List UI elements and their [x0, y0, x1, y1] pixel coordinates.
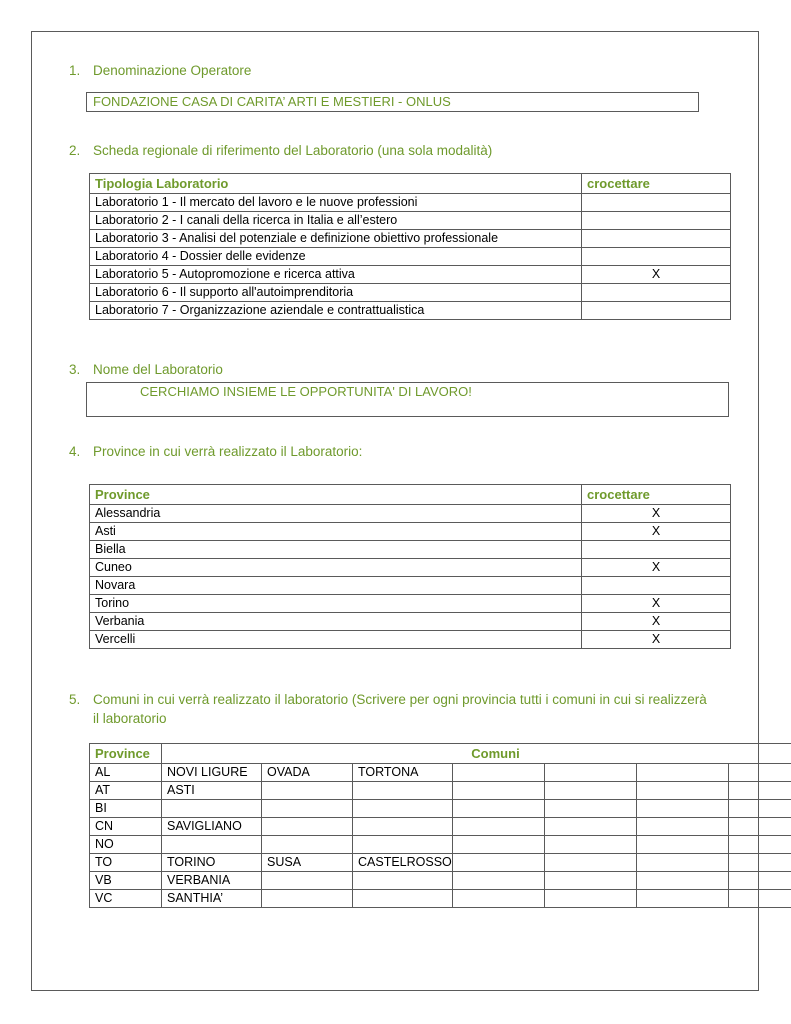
- section-number: 5.: [69, 692, 81, 707]
- section-number: 2.: [69, 143, 81, 158]
- province-cell: Biella: [90, 541, 582, 559]
- comune-cell[interactable]: SAVIGLIANO: [162, 818, 262, 836]
- comune-cell[interactable]: [453, 836, 545, 854]
- table-row: [90, 266, 731, 284]
- comune-cell[interactable]: [637, 818, 729, 836]
- comune-cell[interactable]: [262, 800, 353, 818]
- table-row: [90, 577, 731, 595]
- table-header-row: [90, 485, 731, 505]
- province-code-cell: AL: [90, 764, 162, 782]
- province-cell: Torino: [90, 595, 582, 613]
- table-row: [90, 559, 731, 577]
- checkbox-cell[interactable]: X: [582, 559, 731, 577]
- comune-cell[interactable]: [453, 782, 545, 800]
- checkbox-cell[interactable]: X: [582, 595, 731, 613]
- province-code-cell: AT: [90, 782, 162, 800]
- comune-cell[interactable]: OVADA: [262, 764, 353, 782]
- province-code-cell: TO: [90, 854, 162, 872]
- checkbox-cell[interactable]: [582, 577, 731, 595]
- comune-cell[interactable]: [353, 782, 453, 800]
- comune-cell[interactable]: [162, 800, 262, 818]
- comune-cell[interactable]: SUSA: [262, 854, 353, 872]
- comune-cell[interactable]: [545, 800, 637, 818]
- checkbox-cell[interactable]: [582, 248, 731, 266]
- comune-cell[interactable]: [262, 818, 353, 836]
- checkbox-cell[interactable]: [582, 541, 731, 559]
- comune-cell[interactable]: [162, 836, 262, 854]
- province-cell: Cuneo: [90, 559, 582, 577]
- operator-name-value: FONDAZIONE CASA DI CARITA’ ARTI E MESTIERI - ONLUS: [93, 94, 451, 109]
- checkbox-cell[interactable]: [582, 230, 731, 248]
- section-1-heading: [69, 61, 713, 80]
- table-row: [90, 800, 791, 818]
- section-number: 3.: [69, 362, 81, 377]
- table-row: [90, 872, 791, 890]
- comune-cell[interactable]: [637, 890, 729, 908]
- section-4-heading: [69, 442, 713, 461]
- province-code-cell: NO: [90, 836, 162, 854]
- comune-cell[interactable]: [637, 764, 729, 782]
- comune-cell[interactable]: [637, 872, 729, 890]
- lab-name-cell: Laboratorio 1 - Il mercato del lavoro e le nuove professioni: [90, 194, 582, 212]
- table-row: [90, 302, 731, 320]
- checkbox-cell[interactable]: X: [582, 505, 731, 523]
- lab-name-cell: Laboratorio 4 - Dossier delle evidenze: [90, 248, 582, 266]
- lab-type-table: [89, 173, 731, 320]
- comune-cell[interactable]: [729, 872, 791, 890]
- section-2-heading: [69, 141, 713, 160]
- province-cell: Asti: [90, 523, 582, 541]
- comune-cell[interactable]: [453, 818, 545, 836]
- column-header: Province: [90, 485, 582, 505]
- comune-cell[interactable]: [545, 854, 637, 872]
- checkbox-cell[interactable]: [582, 194, 731, 212]
- section-5-heading: [69, 690, 713, 728]
- comune-cell[interactable]: [453, 872, 545, 890]
- comune-cell[interactable]: [453, 800, 545, 818]
- comune-cell[interactable]: [262, 782, 353, 800]
- table-row: [90, 613, 731, 631]
- comune-cell[interactable]: [729, 782, 791, 800]
- table-header-row: [90, 174, 731, 194]
- section-title: Nome del Laboratorio: [93, 362, 223, 377]
- column-header: Comuni: [162, 744, 791, 764]
- column-header: Province: [90, 744, 162, 764]
- table-row: [90, 248, 731, 266]
- comune-cell[interactable]: [637, 800, 729, 818]
- lab-name-cell: Laboratorio 7 - Organizzazione aziendale e contrattualistica: [90, 302, 582, 320]
- comune-cell[interactable]: [353, 836, 453, 854]
- comune-cell[interactable]: SANTHIA’: [162, 890, 262, 908]
- table-row: [90, 764, 791, 782]
- comune-cell[interactable]: [545, 872, 637, 890]
- province-code-cell: VB: [90, 872, 162, 890]
- comune-cell[interactable]: [545, 818, 637, 836]
- comuni-table: [89, 743, 791, 908]
- table-row: [90, 194, 731, 212]
- comune-cell[interactable]: [637, 854, 729, 872]
- province-cell: Vercelli: [90, 631, 582, 649]
- checkbox-cell[interactable]: [582, 302, 731, 320]
- comune-cell[interactable]: TORTONA: [353, 764, 453, 782]
- table-row: [90, 505, 731, 523]
- province-code-cell: BI: [90, 800, 162, 818]
- checkbox-cell[interactable]: X: [582, 613, 731, 631]
- comune-cell[interactable]: [545, 890, 637, 908]
- comune-cell[interactable]: [353, 800, 453, 818]
- comune-cell[interactable]: TORINO: [162, 854, 262, 872]
- table-row: [90, 818, 791, 836]
- comune-cell[interactable]: [353, 872, 453, 890]
- comune-cell[interactable]: [453, 764, 545, 782]
- column-header: crocettare: [582, 485, 731, 505]
- table-row: [90, 284, 731, 302]
- comune-cell[interactable]: VERBANIA: [162, 872, 262, 890]
- table-row: [90, 890, 791, 908]
- section-number: 1.: [69, 63, 81, 78]
- lab-name-value: CERCHIAMO INSIEME LE OPPORTUNITA' DI LAVORO!: [140, 384, 472, 399]
- comune-cell[interactable]: [545, 764, 637, 782]
- comune-cell[interactable]: [262, 836, 353, 854]
- table-row: [90, 541, 731, 559]
- table-row: [90, 523, 731, 541]
- comune-cell[interactable]: [637, 782, 729, 800]
- province-cell: Alessandria: [90, 505, 582, 523]
- checkbox-cell[interactable]: X: [582, 523, 731, 541]
- province-code-cell: CN: [90, 818, 162, 836]
- comune-cell[interactable]: [353, 818, 453, 836]
- comune-cell[interactable]: [545, 836, 637, 854]
- comune-cell[interactable]: NOVI LIGURE: [162, 764, 262, 782]
- checkbox-cell[interactable]: X: [582, 631, 731, 649]
- comune-cell[interactable]: [729, 836, 791, 854]
- comune-cell[interactable]: CASTELROSSO: [353, 854, 453, 872]
- province-table: [89, 484, 731, 649]
- comune-cell[interactable]: [729, 854, 791, 872]
- comune-cell[interactable]: [637, 836, 729, 854]
- checkbox-cell[interactable]: [582, 212, 731, 230]
- table-row: [90, 631, 731, 649]
- lab-name-cell: Laboratorio 5 - Autopromozione e ricerca attiva: [90, 266, 582, 284]
- comune-cell[interactable]: [262, 890, 353, 908]
- section-3-heading: [69, 360, 713, 379]
- province-code-cell: VC: [90, 890, 162, 908]
- comune-cell[interactable]: [729, 800, 791, 818]
- column-header: crocettare: [582, 174, 731, 194]
- table-row: [90, 854, 791, 872]
- table-row: [90, 836, 791, 854]
- comune-cell[interactable]: [262, 872, 353, 890]
- section-number: 4.: [69, 444, 81, 459]
- section-title: Province in cui verrà realizzato il Laboratorio:: [93, 444, 363, 459]
- table-row: [90, 782, 791, 800]
- comune-cell[interactable]: [453, 854, 545, 872]
- operator-name-field[interactable]: [86, 92, 699, 112]
- table-row: [90, 595, 731, 613]
- lab-name-field[interactable]: [86, 382, 729, 417]
- province-cell: Novara: [90, 577, 582, 595]
- province-cell: Verbania: [90, 613, 582, 631]
- comune-cell[interactable]: [453, 890, 545, 908]
- comune-cell[interactable]: [729, 818, 791, 836]
- section-title: Denominazione Operatore: [93, 63, 252, 78]
- lab-name-cell: Laboratorio 2 - I canali della ricerca in Italia e all’estero: [90, 212, 582, 230]
- checkbox-cell[interactable]: X: [582, 266, 731, 284]
- table-header-row: [90, 744, 791, 764]
- lab-name-cell: Laboratorio 6 - Il supporto all'autoimprenditoria: [90, 284, 582, 302]
- comune-cell[interactable]: [729, 764, 791, 782]
- section-title: Scheda regionale di riferimento del Laboratorio (una sola modalità): [93, 143, 493, 158]
- comune-cell[interactable]: ASTI: [162, 782, 262, 800]
- table-row: [90, 212, 731, 230]
- comune-cell[interactable]: [353, 890, 453, 908]
- checkbox-cell[interactable]: [582, 284, 731, 302]
- lab-name-cell: Laboratorio 3 - Analisi del potenziale e definizione obiettivo professionale: [90, 230, 582, 248]
- comune-cell[interactable]: [729, 890, 791, 908]
- comune-cell[interactable]: [545, 782, 637, 800]
- section-title: Comuni in cui verrà realizzato il laboratorio (Scrivere per ogni provincia tutti i comuni in cui si realizzerà il laboratorio: [93, 692, 707, 726]
- column-header: Tipologia Laboratorio: [90, 174, 582, 194]
- table-row: [90, 230, 731, 248]
